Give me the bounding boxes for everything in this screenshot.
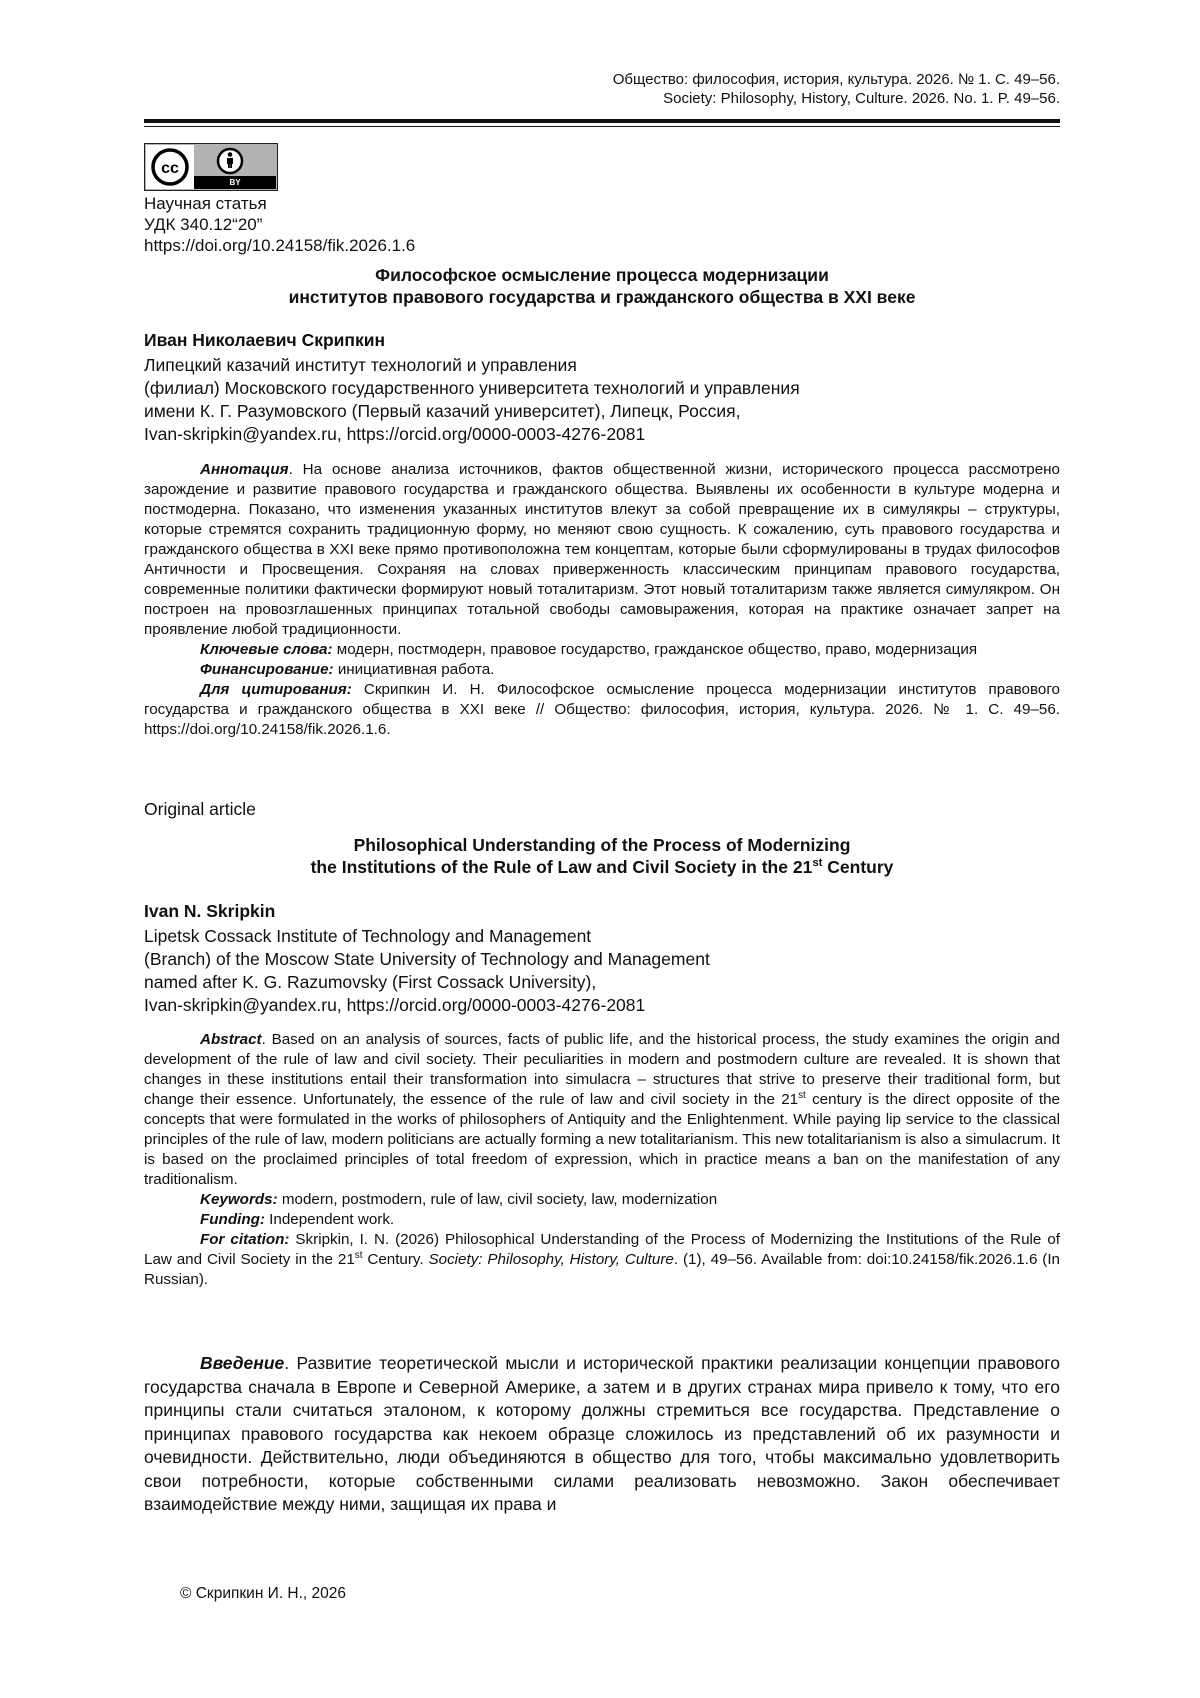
- introduction-paragraph: [144, 1352, 1060, 1517]
- en-article-type: Original article: [144, 799, 256, 819]
- ru-keywords-text: модерн, постмодерн, правовое государство, гражданское общество, право, модернизация: [332, 641, 978, 658]
- en-article-title: [144, 834, 1060, 878]
- ru-title-line-2: институтов правового государства и гражданского общества в XXI веке: [288, 287, 916, 307]
- introduction-text: . Развитие теоретической мысли и исторической практики реализации концепции правового государства сначала в Европе и Северной Америке, а затем и в других странах мира привело к тому, что его принципы стали считаться эталоном, к которому должны стремиться все государства. Представление о принципах правового государства как некоем образце сложилось из представлений об их разумности и очевидности. Действительно, люди объединяются в общество для того, чтобы максимально удовлетворить свои потребности, которые собственными силами реализовать невозможно. Закон обеспечивает взаимодействие между ними, защищая их права и: [144, 1353, 1060, 1514]
- en-citation-label: For citation:: [200, 1231, 290, 1248]
- ru-author-name: Иван Николаевич Скрипкин: [144, 330, 386, 350]
- en-author-affiliation: [144, 925, 710, 1017]
- ru-affil-line-3: имени К. Г. Разумовского (Первый казачий университет), Липецк, Россия,: [144, 401, 741, 421]
- en-funding: [144, 1210, 1060, 1230]
- cc-icon: [146, 145, 194, 189]
- ru-affil-line-1: Липецкий казачий институт технологий и управления: [144, 355, 577, 375]
- en-title-line-1: Philosophical Understanding of the Process of Modernizing: [353, 835, 851, 855]
- en-affil-line-4[interactable]: Ivan-skripkin@yandex.ru, https://orcid.org/0000-0003-4276-2081: [144, 995, 646, 1015]
- journal-reference: [144, 70, 1060, 108]
- ru-affil-line-4[interactable]: Ivan-skripkin@yandex.ru, https://orcid.org/0000-0003-4276-2081: [144, 424, 646, 444]
- en-citation-end: . (1), 49–56. Available from: doi:10.24158/fik.2026.1.6 (In Russian).: [144, 1251, 1060, 1288]
- ru-funding-text: инициативная работа.: [333, 661, 495, 678]
- doi-link[interactable]: https://doi.org/10.24158/fik.2026.1.6: [144, 236, 416, 255]
- ru-article-meta: [144, 193, 415, 256]
- en-abstract-label: Abstract: [200, 1031, 262, 1048]
- en-abstract-text: . Based on an analysis of sources, facts of public life, and the historical process, the study examines the origin and development of the rule of law and civil society. Their peculiarities in modern and postmodern culture are revealed. It is shown that changes in these institutions entail their transformation into simulacra – structures that strive to preserve their traditional form, but change their essence. Unfortunately, the essence of the rule of law and civil society in the 21: [144, 1031, 1060, 1108]
- en-keywords-label: Keywords:: [200, 1191, 278, 1208]
- en-title-line-2: [144, 856, 1060, 878]
- copyright-notice: © Скрипкин И. Н., 2026: [180, 1585, 347, 1602]
- ru-citation: [144, 680, 1060, 740]
- svg-text:cc: cc: [161, 160, 179, 177]
- en-affil-line-1: Lipetsk Cossack Institute of Technology and Management: [144, 926, 592, 946]
- en-abstract-sup: st: [798, 1089, 806, 1101]
- en-affil-line-3: named after K. G. Razumovsky (First Cossack University),: [144, 972, 597, 992]
- ru-author-affiliation: [144, 354, 800, 446]
- ru-keywords: [144, 640, 1060, 660]
- ru-citation-text: Скрипкин И. Н. Философское осмысление процесса модернизации институтов правового государства и гражданского общества в XXI веке // Общество: философия, история, культура. 2026. № 1. С. 49–56. https://doi.org/10.24158/fik.2026.1.6.: [144, 681, 1060, 738]
- en-citation-text: Skripkin, I. N. (2026) Philosophical Understanding of the Process of Modernizing the Institutions of the Rule of Law and Civil Society in the 21: [144, 1231, 1060, 1268]
- ru-article-type: Научная статья: [144, 194, 267, 213]
- ru-abstract-text: . На основе анализа источников, фактов общественной жизни, исторического процесса рассмотрено зарождение и развитие правового государства и гражданского общества. Выявлены их особенности в культуре модерна и постмодерна. Показано, что изменения указанных институтов влекут за собой превращение их в симулякры – структуры, которые стремятся сохранить традиционную форму, но меняют свою сущность. К сожалению, суть правового государства и гражданского общества в XXI веке прямо противоположна тем концептам, которые были сформулированы в трудах философов Античности и Просвещения. Сохраняя на словах приверженность классическим принципам правового государства, современные политики фактически формируют новый тоталитаризм. Этот новый тоталитаризм также является симулякром. Он построен на провозглашенных принципах тотальной свободы самовыражения, которая на практике означает запрет на проявление любой традиционности.: [144, 461, 1060, 638]
- ru-affil-line-2: (филиал) Московского государственного университета технологий и управления: [144, 378, 800, 398]
- udk-code: УДК 340.12“20”: [144, 215, 263, 234]
- introduction-label: Введение: [200, 1353, 285, 1373]
- en-citation: [144, 1230, 1060, 1290]
- en-title-line-2-end: Century: [822, 857, 894, 877]
- en-title-line-2-text: the Institutions of the Rule of Law and Civil Society in the 21: [310, 857, 813, 877]
- en-abstract-text-end: century is the direct opposite of the concepts that were formulated in the works of philosophers of Antiquity and the Enlightenment. While paying lip service to the classical principles of the rule of law, modern politicians are actually forming a new totalitarianism. This new totalitarianism is also a simulacrum. It is based on the proclaimed principles of total freedom of expression, which in practice means a ban on the manifestation of any traditionalism.: [144, 1091, 1061, 1188]
- en-author-name: Ivan N. Skripkin: [144, 901, 276, 921]
- ru-article-title: [144, 264, 1060, 308]
- ru-funding: [144, 660, 1060, 680]
- ru-funding-label: Финансирование:: [200, 661, 334, 678]
- ru-title-line-1: Философское осмысление процесса модернизации: [375, 265, 829, 285]
- en-citation-sup: st: [354, 1249, 363, 1261]
- cc-by-license-badge[interactable]: [144, 143, 278, 191]
- en-keywords: [144, 1190, 1060, 1210]
- en-citation-mid: Century.: [362, 1251, 429, 1268]
- journal-ref-ru: Общество: философия, история, культура. 2026. № 1. С. 49–56.: [612, 71, 1060, 88]
- ru-citation-label: Для цитирования:: [200, 681, 352, 698]
- ru-abstract-block: [144, 460, 1060, 740]
- journal-ref-en: Society: Philosophy, History, Culture. 2026. No. 1. P. 49–56.: [663, 90, 1060, 107]
- en-abstract-block: [144, 1030, 1060, 1290]
- en-funding-text: Independent work.: [264, 1211, 395, 1228]
- en-citation-journal: Society: Philosophy, History, Culture: [428, 1251, 674, 1268]
- en-title-sup: st: [812, 857, 823, 870]
- header-rule: [144, 119, 1060, 123]
- en-affil-line-2: (Branch) of the Moscow State University of Technology and Management: [144, 949, 710, 969]
- en-funding-label: Funding:: [200, 1211, 265, 1228]
- en-keywords-text: modern, postmodern, rule of law, civil society, law, modernization: [277, 1191, 718, 1208]
- en-abstract: [144, 1030, 1060, 1190]
- ru-abstract-label: Аннотация: [200, 461, 289, 478]
- ru-keywords-label: Ключевые слова:: [200, 641, 333, 658]
- by-label: BY: [194, 176, 276, 189]
- header-rule-thin: [144, 126, 1060, 127]
- ru-abstract: [144, 460, 1060, 640]
